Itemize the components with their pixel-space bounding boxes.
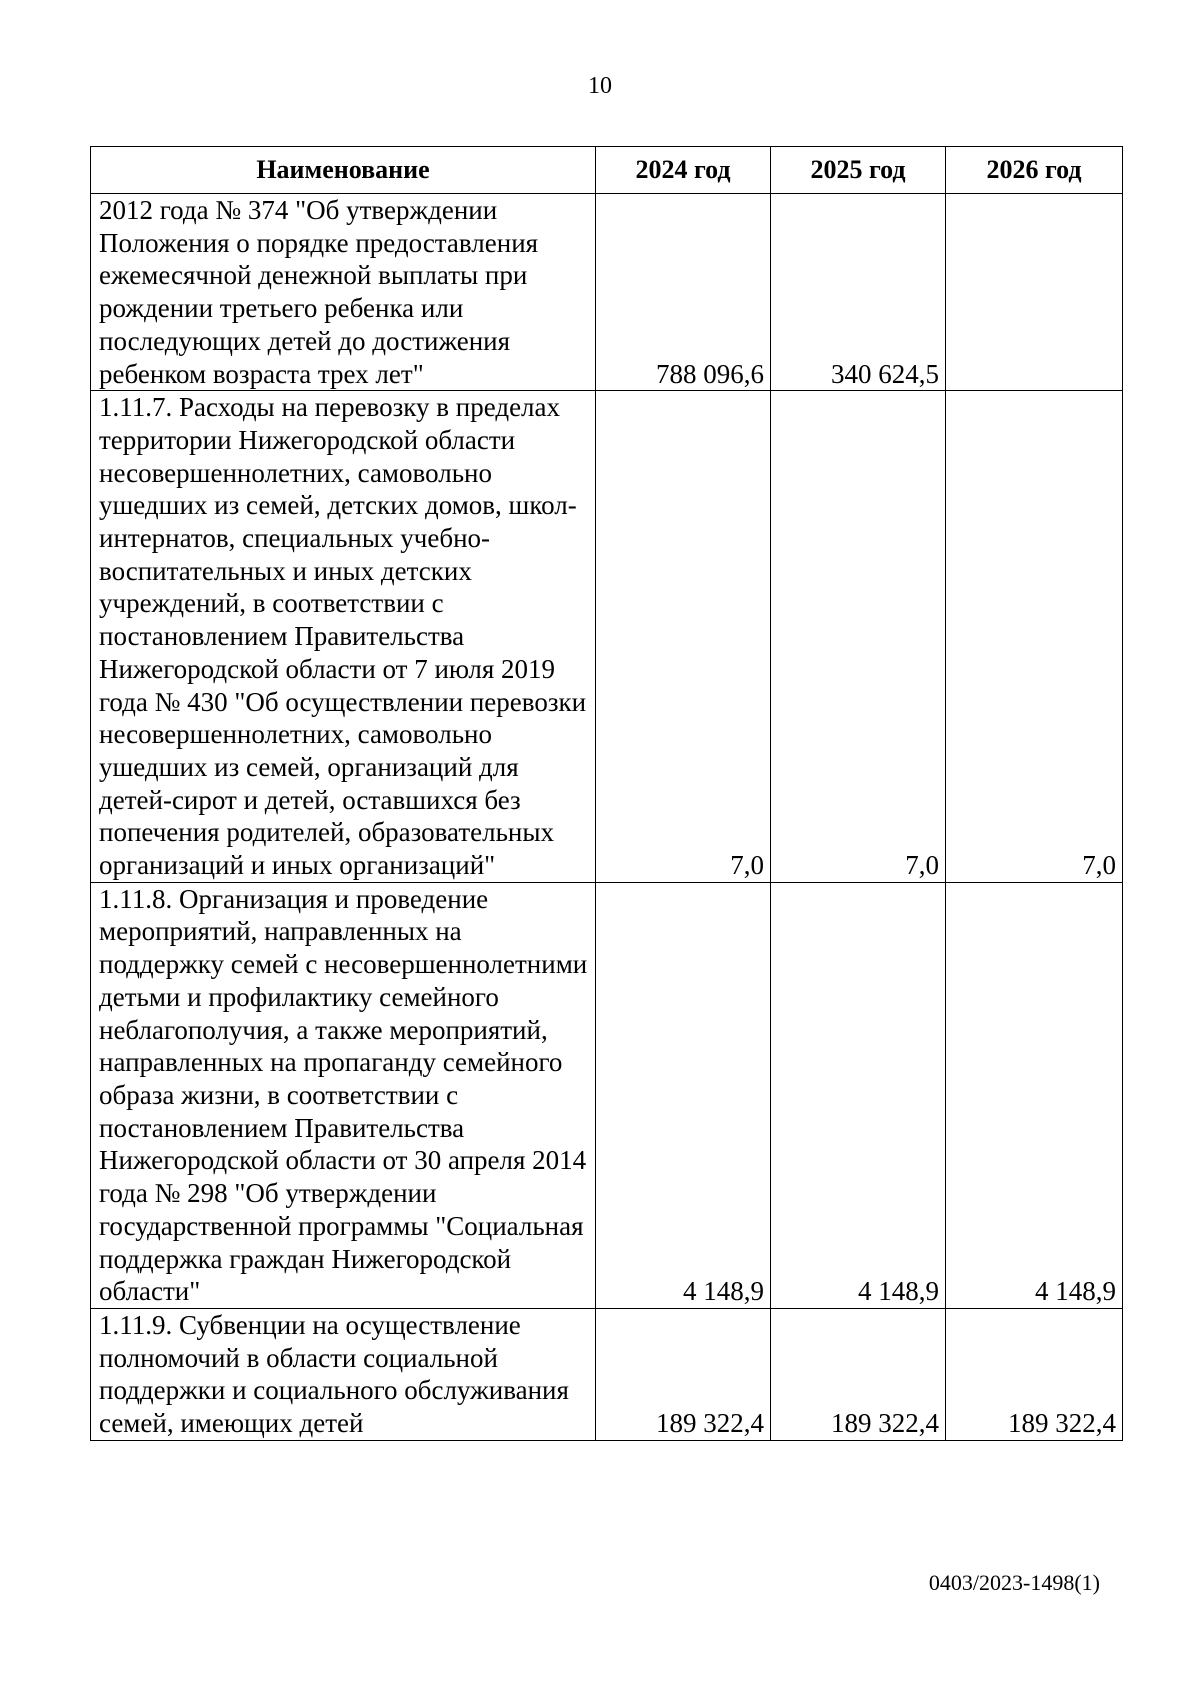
row-value-2026 [946,194,1123,391]
row-value-2024: 189 322,4 [596,1308,771,1440]
table-row [91,882,1123,1308]
row-value-2024: 788 096,6 [596,194,771,391]
row-value-2025: 4 148,9 [771,882,946,1308]
row-value-2026: 7,0 [946,391,1123,883]
document-code: 0403/2023-1498(1) [928,1570,1100,1595]
header-2026: 2026 год [946,147,1123,194]
row-value-2026: 4 148,9 [946,882,1123,1308]
page-number: 10 [588,73,612,99]
header-2024: 2024 год [596,147,771,194]
table-row [91,1308,1123,1440]
row-value-2025: 189 322,4 [771,1308,946,1440]
budget-table [90,146,1123,1441]
row-name: 1.11.7. Расходы на перевозку в пределах территории Нижегородской области несовершеннолетних, самовольно ушедших из семей, детских домов, школ-интернатов, специальных учебно-воспитательных и иных детских учреждений, в соответствии с постановлением Правительства Нижегородской области от 7 июля 2019 года № 430 "Об осуществлении перевозки несовершеннолетних, самовольно ушедших из семей, организаций для детей-сирот и детей, оставшихся без попечения родителей, образовательных организаций и иных организаций" [91,391,596,883]
row-name: 1.11.8. Организация и проведение мероприятий, направленных на поддержку семей с несовершеннолетними детьми и профилактику семейного неблагополучия, а также мероприятий, направленных на пропаганду семейного образа жизни, в соответствии с постановлением Правительства Нижегородской области от 30 апреля 2014 года № 298 "Об утверждении государственной программы "Социальная поддержка граждан Нижегородской области" [91,882,596,1308]
table-row [91,391,1123,883]
table-row [91,194,1123,391]
row-name: 1.11.9. Субвенции на осуществление полномочий в области социальной поддержки и социального обслуживания семей, имеющих детей [91,1308,596,1440]
row-value-2025: 7,0 [771,391,946,883]
row-name: 2012 года № 374 "Об утверждении Положения о порядке предоставления ежемесячной денежной выплаты при рождении третьего ребенка или последующих детей до достижения ребенком возраста трех лет" [91,194,596,391]
header-2025: 2025 год [771,147,946,194]
row-value-2026: 189 322,4 [946,1308,1123,1440]
table-header-row [91,147,1123,194]
row-value-2024: 7,0 [596,391,771,883]
header-name: Наименование [91,147,596,194]
row-value-2024: 4 148,9 [596,882,771,1308]
row-value-2025: 340 624,5 [771,194,946,391]
